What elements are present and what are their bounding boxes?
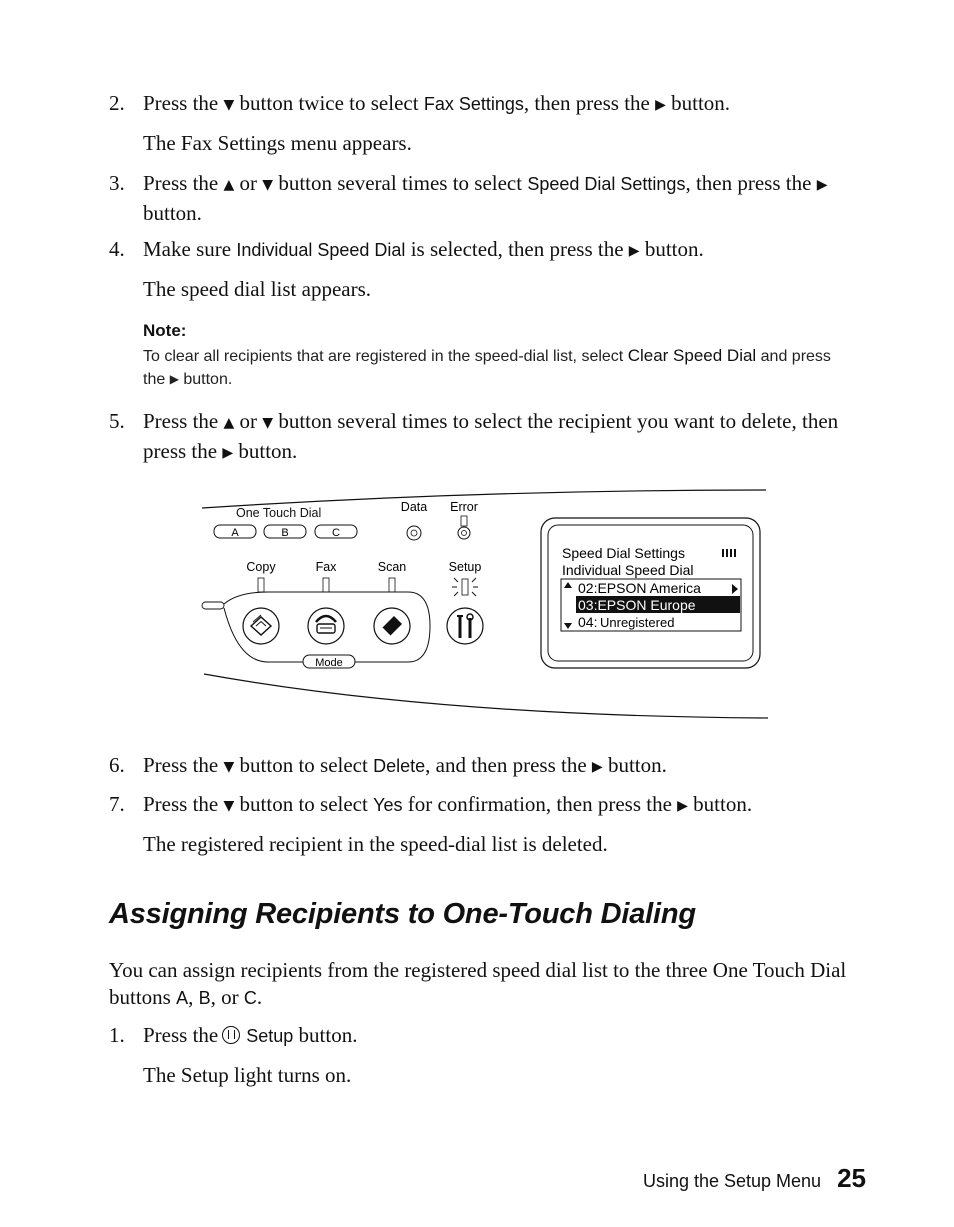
step-5: 5. Press the ▲ or ▼ button several times to select the recipient you want to delete, then press the ▶ button. — [109, 408, 854, 468]
right-arrow-icon: ▶ — [677, 798, 688, 814]
section-step-1-result: The Setup light turns on. — [143, 1063, 352, 1087]
footer-section-title: Using the Setup Menu — [642, 1171, 822, 1191]
copy-mode-button[interactable] — [243, 608, 279, 644]
down-arrow-icon: ▼ — [262, 415, 274, 431]
fax-light-icon — [323, 578, 329, 592]
down-arrow-icon: ▼ — [223, 798, 235, 814]
svg-text:A: A — [231, 527, 239, 539]
down-arrow-icon: ▼ — [262, 177, 274, 193]
right-arrow-icon: ▶ — [628, 243, 640, 259]
right-arrow-icon: ▶ — [591, 759, 603, 775]
scan-mode-button[interactable] — [374, 608, 410, 644]
right-arrow-icon: ▶ — [169, 372, 179, 386]
mode-button[interactable] — [303, 655, 355, 669]
down-arrow-icon: ▼ — [223, 759, 235, 775]
svg-text:B: B — [281, 527, 289, 539]
up-arrow-icon: ▲ — [223, 177, 235, 193]
setup-icon — [222, 1026, 240, 1044]
step-number: 2. — [109, 91, 125, 115]
lcd-item-02: 02:EPSON America — [578, 580, 701, 596]
note-body: To clear all recipients that are registered in the speed-dial list, select Clear Speed Dial and press the ▶ button. — [143, 344, 843, 392]
svg-text:Mode: Mode — [315, 657, 343, 669]
step-4-result: The speed dial list appears. — [143, 277, 372, 301]
menu-name: Individual Speed Dial — [236, 240, 406, 260]
menu-name: Delete — [373, 756, 426, 776]
control-panel-illustration — [198, 486, 770, 722]
key-name: C — [243, 988, 257, 1008]
menu-name: Speed Dial Settings — [527, 174, 686, 194]
step-number: 7. — [109, 792, 125, 816]
one-touch-key-c[interactable] — [315, 525, 357, 539]
error-light-icon — [458, 516, 470, 539]
menu-name: Fax Settings — [423, 94, 524, 114]
fax-label: Fax — [315, 560, 337, 574]
right-arrow-icon: ▶ — [655, 97, 666, 113]
copy-light-icon — [258, 578, 264, 592]
step-number: 6. — [109, 753, 125, 777]
error-label: Error — [450, 500, 478, 514]
lcd-display — [541, 518, 760, 668]
setup-mode-button[interactable] — [447, 608, 483, 644]
step-4: 4. Make sure Individual Speed Dial is selected, then press the ▶ button. — [109, 236, 854, 266]
lcd-item-03-selected: 03:EPSON Europe — [578, 597, 696, 613]
scan-light-icon — [389, 578, 395, 592]
svg-text:C: C — [332, 527, 340, 539]
step-3: 3. Press the ▲ or ▼ button several times to select Speed Dial Settings, then press the ▶ button. — [109, 171, 828, 225]
scan-label: Scan — [377, 560, 407, 574]
panel-slot — [202, 602, 224, 609]
one-touch-key-b[interactable] — [264, 525, 306, 539]
data-light-icon — [407, 526, 421, 540]
section-intro: You can assign recipients from the registered speed dial list to the three One Touch Dial buttons A, B, or C. — [109, 958, 847, 1009]
lcd-subtitle: Individual Speed Dial — [562, 562, 694, 578]
step-7: 7. Press the ▼ button to select Yes for confirmation, then press the ▶ button. — [109, 791, 854, 821]
panel-bottom-edge — [204, 674, 768, 718]
up-arrow-icon: ▲ — [223, 415, 235, 431]
step-2: 2. Press the ▼ button twice to select Fax Settings, then press the ▶ button. — [109, 90, 854, 120]
menu-name: Clear Speed Dial — [627, 346, 757, 365]
step-number: 4. — [109, 237, 125, 261]
step-2-result: The Fax Settings menu appears. — [143, 131, 412, 155]
step-number: 3. — [109, 171, 125, 195]
step-number: 5. — [109, 409, 125, 433]
right-arrow-icon: ▶ — [222, 445, 234, 461]
key-name: A — [176, 988, 189, 1008]
fax-mode-button[interactable] — [308, 608, 344, 644]
menu-name: Yes — [373, 795, 403, 815]
section-step-1: 1. Press the Setup button. — [109, 1023, 358, 1047]
button-name: Setup — [246, 1026, 294, 1046]
page-number: 25 — [837, 1163, 866, 1193]
one-touch-dial-label: One Touch Dial — [236, 506, 322, 520]
lcd-item-04-number: 04: — [578, 614, 598, 630]
one-touch-key-a[interactable] — [214, 525, 256, 539]
key-name: B — [198, 988, 211, 1008]
copy-label: Copy — [246, 560, 276, 574]
data-label: Data — [400, 500, 428, 514]
page-footer — [643, 1163, 866, 1194]
step-6: 6. Press the ▼ button to select Delete, and then press the ▶ button. — [109, 752, 854, 782]
setup-label: Setup — [448, 560, 482, 574]
lcd-title: Speed Dial Settings — [562, 545, 685, 561]
setup-light-on-icon — [452, 578, 478, 596]
step-7-result: The registered recipient in the speed-dial list is deleted. — [143, 832, 608, 856]
note-title: Note: — [143, 321, 187, 340]
lcd-item-04-status: Unregistered — [600, 615, 675, 630]
step-number: 1. — [109, 1023, 125, 1047]
section-heading: Assigning Recipients to One-Touch Dialing — [109, 898, 696, 930]
down-arrow-icon: ▼ — [223, 97, 235, 113]
right-arrow-icon: ▶ — [816, 177, 828, 193]
